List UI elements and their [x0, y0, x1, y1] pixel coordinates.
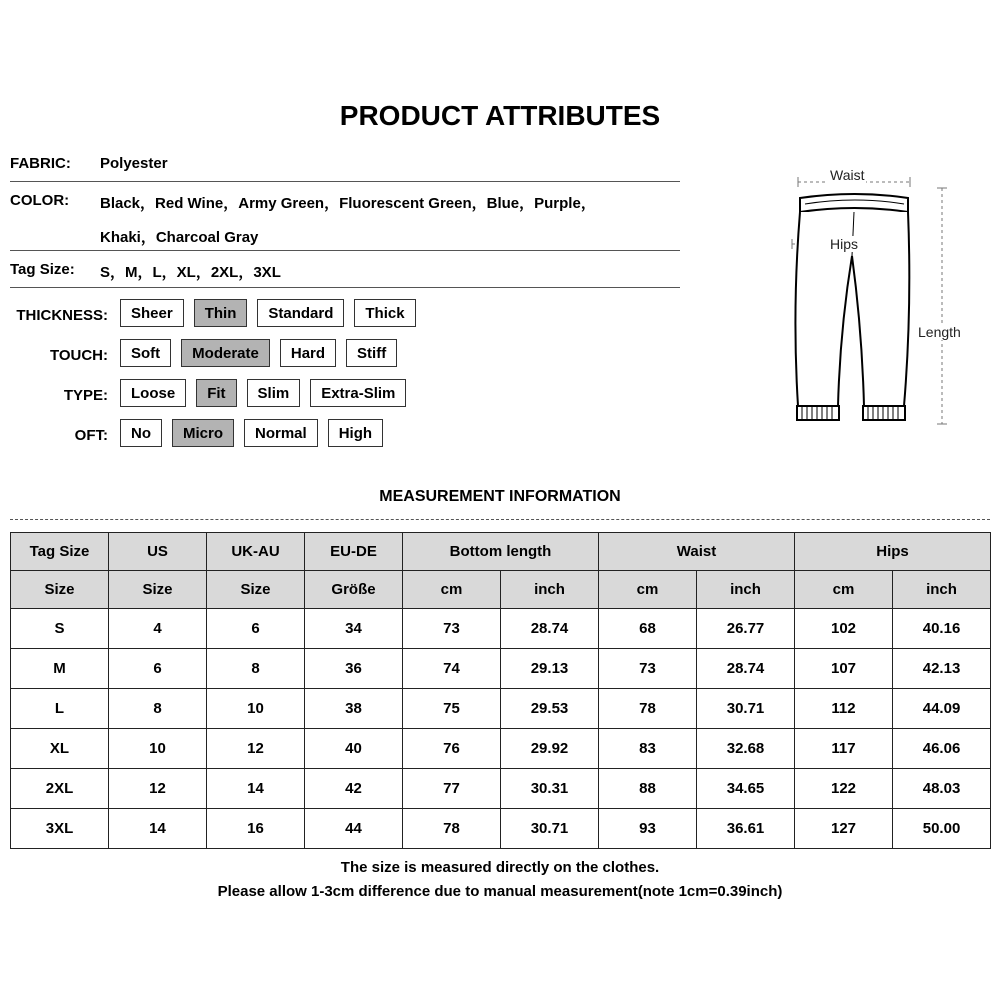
subheader-cell: inch — [501, 571, 599, 609]
table-row — [11, 729, 991, 769]
table-cell: 48.03 — [893, 769, 991, 809]
color-label: COLOR: — [10, 192, 70, 209]
subheader-cell: cm — [403, 571, 501, 609]
measurement-table — [10, 532, 991, 849]
table-row — [11, 769, 991, 809]
divider — [10, 181, 680, 182]
table-cell: 122 — [795, 769, 893, 809]
table-cell: 10 — [109, 729, 207, 769]
attribute-option-row — [120, 379, 406, 407]
table-cell: 34.65 — [697, 769, 795, 809]
table-cell: 78 — [599, 689, 697, 729]
header-cell: EU-DE — [305, 533, 403, 571]
fabric-value: Polyester — [100, 155, 168, 172]
attribute-option: Micro — [172, 419, 234, 447]
table-cell: 14 — [207, 769, 305, 809]
table-cell: 29.92 — [501, 729, 599, 769]
waist-label: Waist — [830, 167, 865, 183]
header-cell: Bottom length — [403, 533, 599, 571]
table-header-row — [11, 533, 991, 571]
table-cell: 112 — [795, 689, 893, 729]
attribute-option: Hard — [280, 339, 336, 367]
measurement-title: MEASUREMENT INFORMATION — [379, 488, 621, 505]
table-cell: 28.74 — [501, 609, 599, 649]
table-row — [11, 809, 991, 849]
table-cell: 34 — [305, 609, 403, 649]
table-cell: 36 — [305, 649, 403, 689]
table-cell: 40 — [305, 729, 403, 769]
divider — [10, 287, 680, 288]
page-title: PRODUCT ATTRIBUTES — [339, 100, 661, 131]
attribute-option: Extra-Slim — [310, 379, 406, 407]
table-cell: 6 — [109, 649, 207, 689]
attribute-option: Thick — [354, 299, 415, 327]
table-cell: 14 — [109, 809, 207, 849]
table-cell: 28.74 — [697, 649, 795, 689]
table-cell: 46.06 — [893, 729, 991, 769]
header-cell: UK-AU — [207, 533, 305, 571]
table-cell: 76 — [403, 729, 501, 769]
subheader-cell: cm — [599, 571, 697, 609]
table-cell: 40.16 — [893, 609, 991, 649]
subheader-cell: inch — [697, 571, 795, 609]
table-cell: 4 — [109, 609, 207, 649]
attribute-option-row — [120, 299, 416, 327]
color-values-line1: Black，Red Wine，Army Green，Fluorescent Green，Blue，Purple， — [100, 195, 596, 212]
table-cell: 78 — [403, 809, 501, 849]
tag-size-value: S，M，L，XL，2XL，3XL — [100, 264, 281, 281]
table-cell: S — [11, 609, 109, 649]
attribute-option: Stiff — [346, 339, 397, 367]
table-cell: 29.13 — [501, 649, 599, 689]
table-cell: 107 — [795, 649, 893, 689]
divider — [10, 250, 680, 251]
table-cell: XL — [11, 729, 109, 769]
table-subheader-row — [11, 571, 991, 609]
header-cell: Waist — [599, 533, 795, 571]
attribute-label: OFT: — [74, 427, 108, 444]
table-cell: 73 — [403, 609, 501, 649]
table-cell: 6 — [207, 609, 305, 649]
header-cell: US — [109, 533, 207, 571]
table-cell: 30.71 — [697, 689, 795, 729]
table-cell: 73 — [599, 649, 697, 689]
attribute-label: TYPE: — [63, 387, 108, 404]
note-line-2: Please allow 1-3cm difference due to manual measurement(note 1cm=0.39inch) — [217, 883, 783, 900]
attribute-option-row — [120, 419, 383, 447]
table-cell: 38 — [305, 689, 403, 729]
table-cell: 12 — [109, 769, 207, 809]
table-cell: 77 — [403, 769, 501, 809]
attribute-option: Soft — [120, 339, 171, 367]
attribute-option: Standard — [257, 299, 344, 327]
table-cell: 44 — [305, 809, 403, 849]
attribute-label: THICKNESS: — [16, 307, 108, 324]
subheader-cell: Size — [207, 571, 305, 609]
subheader-cell: cm — [795, 571, 893, 609]
subheader-cell: Size — [11, 571, 109, 609]
attribute-option: Normal — [244, 419, 318, 447]
table-cell: 30.71 — [501, 809, 599, 849]
table-cell: 44.09 — [893, 689, 991, 729]
note-line-1: The size is measured directly on the clothes. — [340, 859, 660, 876]
table-cell: 75 — [403, 689, 501, 729]
pants-outline-icon — [780, 160, 990, 440]
attribute-option: Moderate — [181, 339, 270, 367]
table-cell: 12 — [207, 729, 305, 769]
table-cell: M — [11, 649, 109, 689]
attribute-option: High — [328, 419, 383, 447]
table-cell: 50.00 — [893, 809, 991, 849]
table-cell: 30.31 — [501, 769, 599, 809]
color-values-line2: Khaki，Charcoal Gray — [100, 229, 259, 246]
attribute-option: Loose — [120, 379, 186, 407]
table-cell: 93 — [599, 809, 697, 849]
table-cell: 74 — [403, 649, 501, 689]
fabric-label: FABRIC: — [10, 155, 71, 172]
table-cell: L — [11, 689, 109, 729]
table-cell: 42.13 — [893, 649, 991, 689]
attribute-option: Sheer — [120, 299, 184, 327]
table-cell: 83 — [599, 729, 697, 769]
table-cell: 88 — [599, 769, 697, 809]
attribute-label: TOUCH: — [49, 347, 108, 364]
subheader-cell: Größe — [305, 571, 403, 609]
hips-label: Hips — [830, 236, 859, 252]
table-cell: 68 — [599, 609, 697, 649]
attribute-option: Fit — [196, 379, 236, 407]
table-cell: 10 — [207, 689, 305, 729]
table-cell: 102 — [795, 609, 893, 649]
header-cell: Hips — [795, 533, 991, 571]
table-cell: 42 — [305, 769, 403, 809]
table-row — [11, 649, 991, 689]
subheader-cell: Size — [109, 571, 207, 609]
table-cell: 26.77 — [697, 609, 795, 649]
attribute-option: Slim — [247, 379, 301, 407]
table-cell: 16 — [207, 809, 305, 849]
tag-size-label: Tag Size: — [10, 261, 75, 278]
table-cell: 117 — [795, 729, 893, 769]
table-cell: 127 — [795, 809, 893, 849]
subheader-cell: inch — [893, 571, 991, 609]
table-row — [11, 609, 991, 649]
table-cell: 8 — [207, 649, 305, 689]
length-label: Length — [918, 324, 961, 340]
table-cell: 2XL — [11, 769, 109, 809]
attribute-option-row — [120, 339, 397, 367]
table-cell: 3XL — [11, 809, 109, 849]
table-cell: 32.68 — [697, 729, 795, 769]
dashed-divider — [10, 519, 990, 520]
table-cell: 29.53 — [501, 689, 599, 729]
attribute-option: No — [120, 419, 162, 447]
attribute-option: Thin — [194, 299, 248, 327]
table-cell: 8 — [109, 689, 207, 729]
header-cell: Tag Size — [11, 533, 109, 571]
table-row — [11, 689, 991, 729]
pants-diagram — [780, 160, 990, 440]
table-cell: 36.61 — [697, 809, 795, 849]
